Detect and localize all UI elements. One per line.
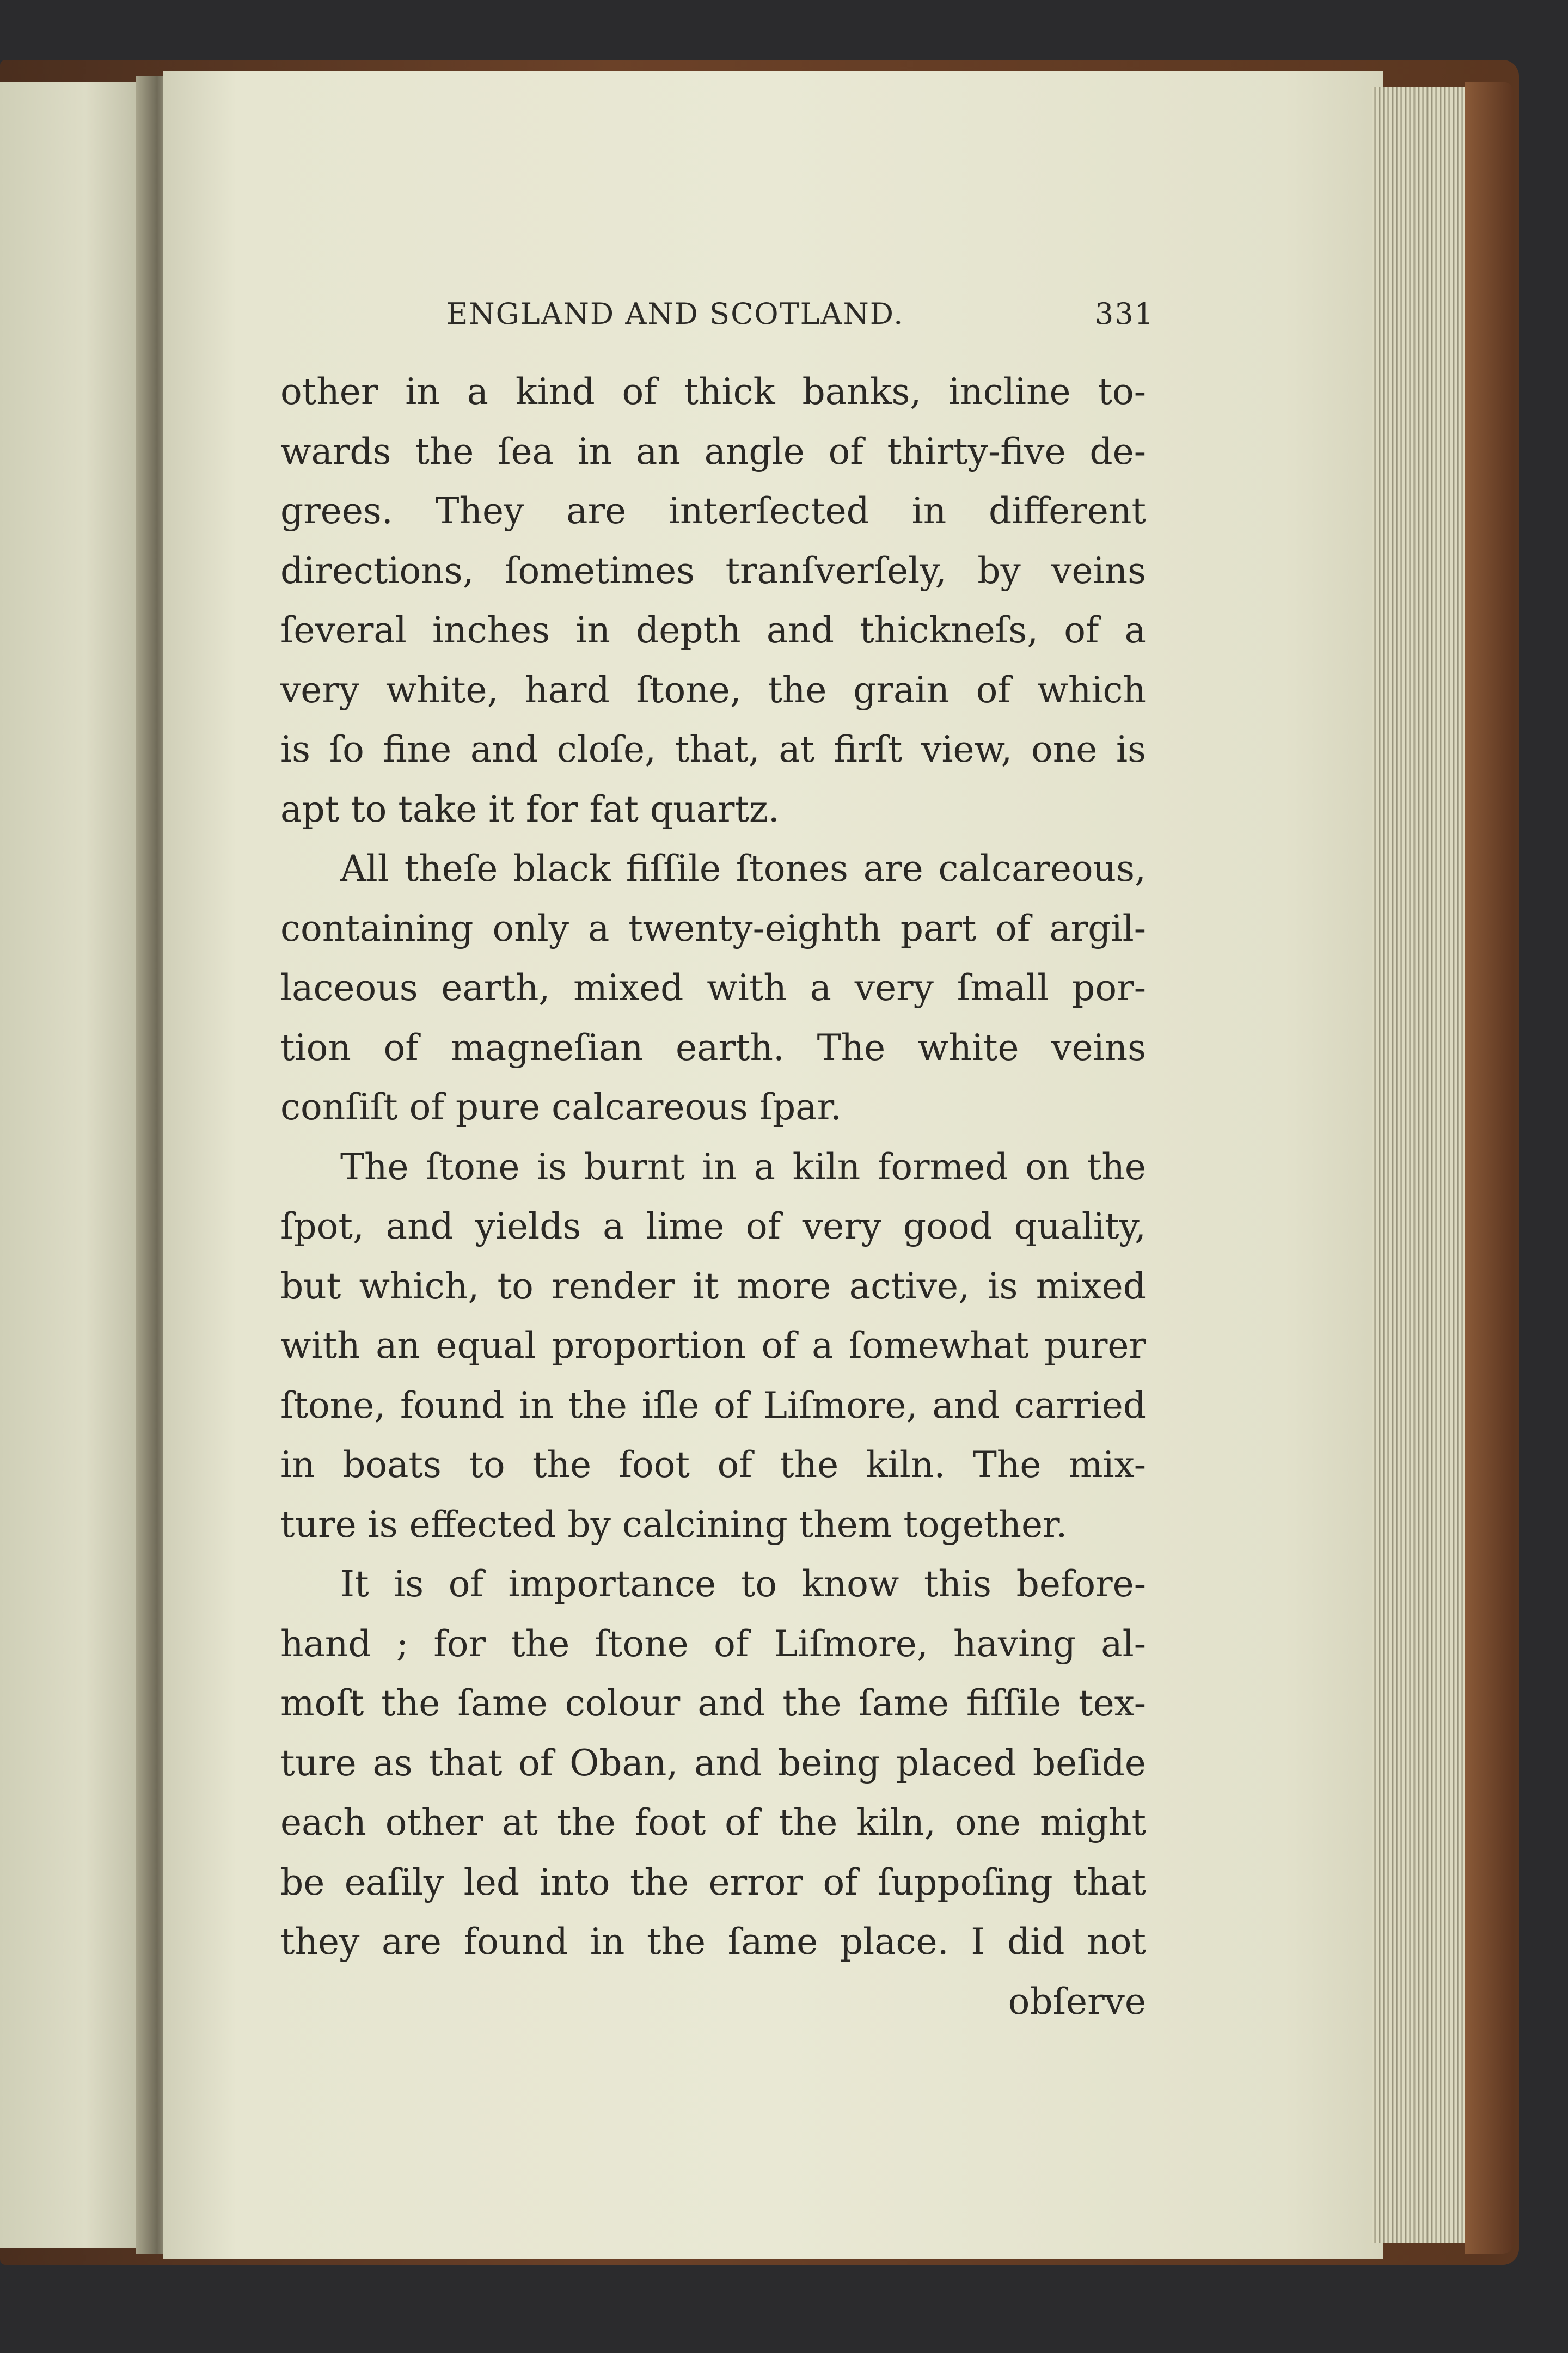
text-line: grees. They are interſected in different — [280, 490, 1146, 532]
text-line: apt to take it for fat quartz. — [280, 788, 780, 830]
text-line: directions, ſometimes tranſverſely, by veins — [280, 549, 1146, 592]
text-line: very white, hard ſtone, the grain of which — [280, 669, 1146, 711]
text-line: tion of magneſian earth. The white veins — [280, 1026, 1146, 1069]
text-line: each other at the foot of the kiln, one might — [280, 1801, 1146, 1843]
text-line: they are found in the ſame place. I did not — [280, 1921, 1146, 1963]
body-text — [280, 362, 1146, 2031]
text-line: is ſo fine and cloſe, that, at firſt view, one is — [280, 728, 1146, 770]
text-line: containing only a twenty-eighth part of argil- — [280, 907, 1146, 949]
cover-edge — [1465, 82, 1514, 2254]
running-head — [446, 297, 1154, 340]
text-line: wards the ſea in an angle of thirty-five de- — [280, 430, 1146, 473]
running-head-title: ENGLAND AND SCOTLAND. — [446, 297, 904, 331]
text-line: with an equal proportion of a ſomewhat purer — [280, 1325, 1146, 1367]
text-line: other in a kind of thick banks, incline to- — [280, 371, 1146, 413]
text-line: ture is effected by calcining them together. — [280, 1503, 1068, 1546]
text-line: ſeveral inches in depth and thickneſs, of a — [280, 609, 1146, 651]
catchword: obſerve — [1008, 1980, 1146, 2023]
text-line: ture as that of Oban, and being placed beſide — [280, 1742, 1146, 1784]
text-line: conſiſt of pure calcareous ſpar. — [280, 1086, 842, 1128]
text-line: All theſe black fiſſile ſtones are calcareous, — [340, 848, 1146, 890]
text-line: It is of importance to know this before- — [340, 1563, 1146, 1605]
text-line: be eaſily led into the error of ſuppoſing that — [280, 1861, 1146, 1903]
text-line: in boats to the foot of the kiln. The mix- — [280, 1444, 1146, 1486]
text-line: ſpot, and yields a lime of very good quality, — [280, 1205, 1146, 1247]
left-page-edge — [0, 82, 155, 2248]
text-line: laceous earth, mixed with a very ſmall por- — [280, 967, 1146, 1009]
text-line: ſtone, found in the iſle of Liſmore, and carried — [280, 1384, 1146, 1426]
page-number: 331 — [1094, 297, 1154, 331]
page-fore-edges — [1372, 87, 1465, 2243]
text-line: but which, to render it more active, is mixed — [280, 1265, 1146, 1307]
text-line: The ſtone is burnt in a kiln formed on the — [340, 1145, 1146, 1188]
text-line: moſt the ſame colour and the ſame fiſſile tex- — [280, 1682, 1146, 1724]
text-line: hand ; for the ſtone of Liſmore, having al- — [280, 1622, 1146, 1665]
